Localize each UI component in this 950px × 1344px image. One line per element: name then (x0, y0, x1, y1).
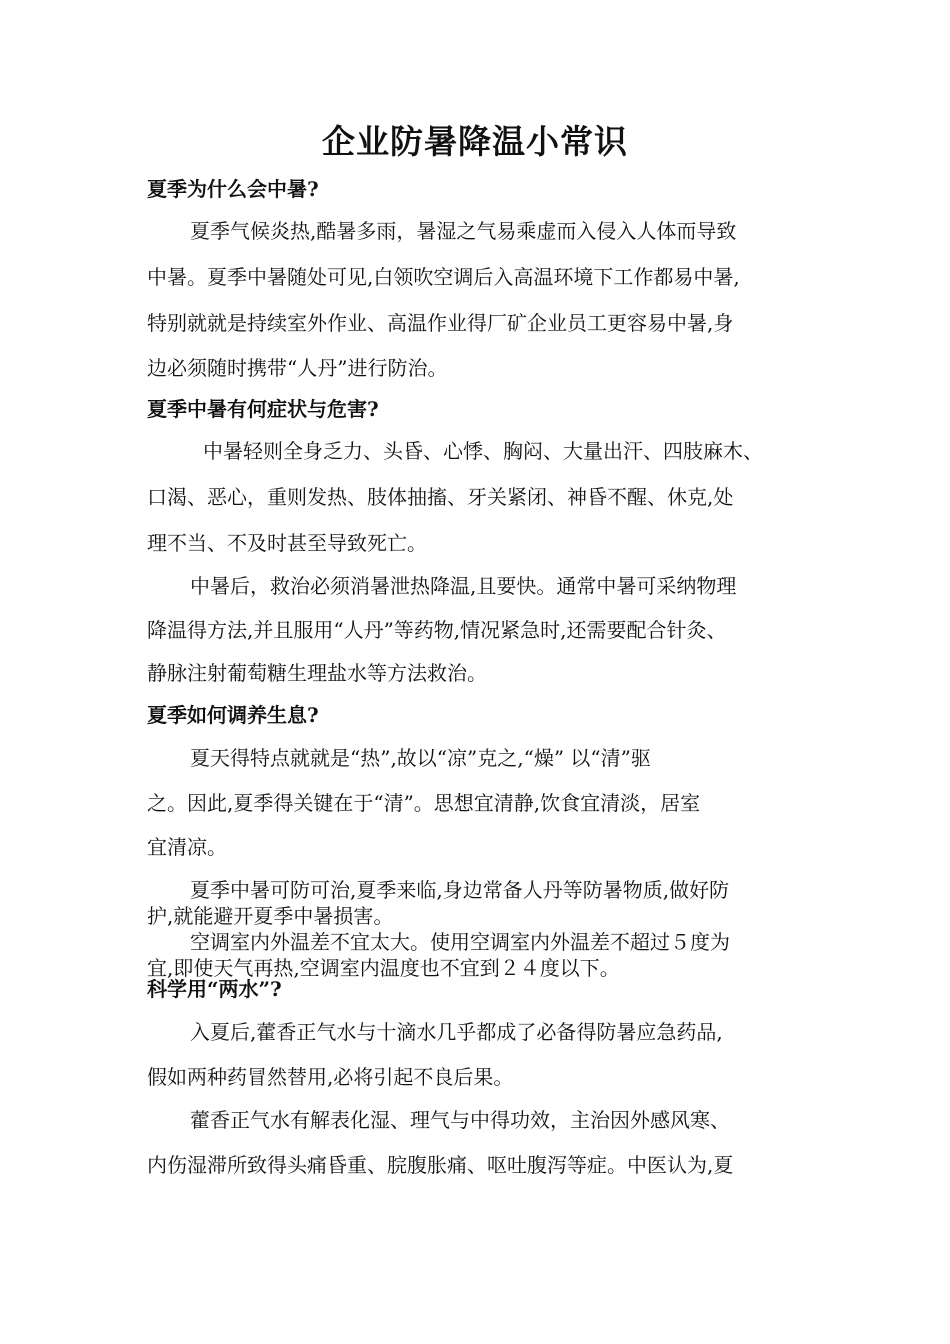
paragraph-line: 中暑轻则全身乏力、头昏、心悸、胸闷、大量出汗、四肢麻木、 (203, 439, 763, 463)
section-heading-heatstroke-cause: 夏季为什么会中暑? (147, 177, 319, 201)
paragraph-line: 入夏后,藿香正气水与十滴水几乎都成了必备得防暑应急药品, (190, 1020, 723, 1044)
paragraph-line: 夏季中暑可防可治,夏季来临,身边常备人丹等防暑物质,做好防 (190, 878, 730, 902)
paragraph-line: 宜清凉。 (147, 835, 227, 859)
document-title: 企业防暑降温小常识 (322, 122, 628, 161)
paragraph-line: 护,就能避开夏季中暑损害。 (147, 904, 394, 928)
paragraph-line: 静脉注射葡萄糖生理盐水等方法救治。 (147, 661, 487, 685)
paragraph-line: 藿香正气水有解表化湿、理气与中得功效，主治因外感风寒、 (190, 1108, 730, 1132)
paragraph-line: 边必须随时携带“人丹”进行防治。 (147, 356, 448, 380)
section-heading-regimen: 夏季如何调养生息? (147, 703, 319, 727)
paragraph-line: 中暑。夏季中暑随处可见,白领吹空调后入高温环境下工作都易中暑, (147, 265, 740, 289)
paragraph-line: 空调室内外温差不宜太大。使用空调室内外温差不超过５度为 (190, 930, 730, 954)
paragraph-line: 夏季气候炎热,酷暑多雨，暑湿之气易乘虚而入侵入人体而导致 (190, 219, 737, 243)
paragraph-line: 特别就就是持续室外作业、高温作业得厂矿企业员工更容易中暑,身 (147, 311, 734, 335)
paragraph-line: 之。因此,夏季得关键在于“清”。思想宜清静,饮食宜清淡，居室 (147, 791, 701, 815)
section-heading-symptoms: 夏季中暑有何症状与危害? (147, 397, 379, 421)
paragraph-line: 理不当、不及时甚至导致死亡。 (147, 531, 427, 555)
paragraph-line: 内伤湿滞所致得头痛昏重、脘腹胀痛、呕吐腹泻等症。中医认为,夏 (147, 1153, 734, 1177)
paragraph-line: 宜,即使天气再热,空调室内温度也不宜到２４度以下。 (147, 956, 620, 980)
paragraph-line: 降温得方法,并且服用“人丹”等药物,情况紧急时,还需要配合针灸、 (147, 618, 727, 642)
paragraph-line: 口渴、恶心，重则发热、肢体抽搐、牙关紧闭、神昏不醒、休克,处 (147, 485, 734, 509)
paragraph-line: 中暑后，救治必须消暑泄热降温,且要快。通常中暑可采纳物理 (190, 574, 737, 598)
paragraph-line: 夏天得特点就就是“热”,故以“凉”克之,“燥” 以“清”驱 (190, 746, 651, 770)
paragraph-line: 假如两种药冒然替用,必将引起不良后果。 (147, 1065, 514, 1089)
section-heading-two-waters: 科学用“两水”? (147, 977, 282, 1001)
